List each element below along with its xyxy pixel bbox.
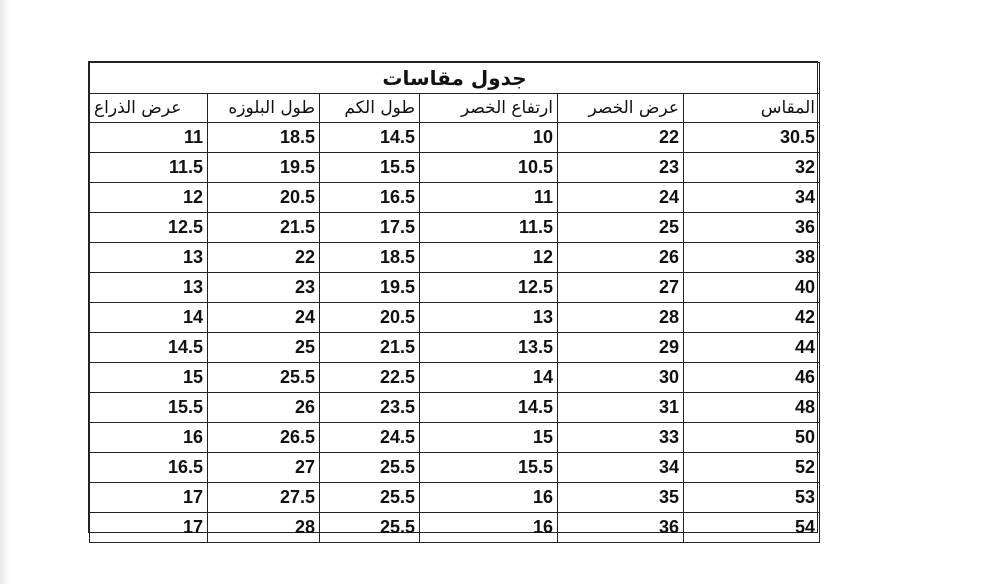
cell-waist-width: 33 bbox=[558, 423, 684, 453]
cell-size: 46 bbox=[684, 363, 820, 393]
table-row bbox=[90, 393, 820, 423]
cell-blouse-length: 18.5 bbox=[208, 123, 320, 153]
cell-blouse-length: 22 bbox=[208, 243, 320, 273]
cell-size: 53 bbox=[684, 483, 820, 513]
table-row bbox=[90, 243, 820, 273]
cell-arm-width: 15 bbox=[90, 363, 208, 393]
cell-waist-height: 14.5 bbox=[420, 393, 558, 423]
cell-size: 40 bbox=[684, 273, 820, 303]
table-row bbox=[90, 213, 820, 243]
cell-arm-width: 12.5 bbox=[90, 213, 208, 243]
cell-waist-width: 22 bbox=[558, 123, 684, 153]
cell-sleeve-length: 17.5 bbox=[320, 213, 420, 243]
column-header-waist-height: ارتفاع الخصر bbox=[420, 94, 558, 123]
cell-arm-width: 14.5 bbox=[90, 333, 208, 363]
column-header-arm-width: عرض الذراع bbox=[90, 94, 208, 123]
cell-sleeve-length: 15.5 bbox=[320, 153, 420, 183]
cell-waist-height: 12 bbox=[420, 243, 558, 273]
cell-arm-width: 17 bbox=[90, 513, 208, 543]
cell-size: 54 bbox=[684, 513, 820, 543]
cell-arm-width: 13 bbox=[90, 243, 208, 273]
cell-waist-width: 25 bbox=[558, 213, 684, 243]
cell-sleeve-length: 18.5 bbox=[320, 243, 420, 273]
cell-blouse-length: 19.5 bbox=[208, 153, 320, 183]
cell-size: 32 bbox=[684, 153, 820, 183]
table-body bbox=[90, 123, 820, 543]
cell-waist-width: 26 bbox=[558, 243, 684, 273]
cell-waist-width: 35 bbox=[558, 483, 684, 513]
table-title: جدول مقاسات bbox=[90, 63, 820, 94]
table-title-row bbox=[90, 63, 820, 94]
table-row bbox=[90, 123, 820, 153]
cell-size: 50 bbox=[684, 423, 820, 453]
table-row bbox=[90, 453, 820, 483]
table-header-row bbox=[90, 94, 820, 123]
cell-blouse-length: 21.5 bbox=[208, 213, 320, 243]
cell-waist-width: 34 bbox=[558, 453, 684, 483]
column-header-waist-width: عرض الخصر bbox=[558, 94, 684, 123]
cell-waist-height: 11 bbox=[420, 183, 558, 213]
table-row bbox=[90, 153, 820, 183]
column-header-size: المقاس bbox=[684, 94, 820, 123]
cell-arm-width: 16.5 bbox=[90, 453, 208, 483]
cell-arm-width: 15.5 bbox=[90, 393, 208, 423]
table-row bbox=[90, 183, 820, 213]
cell-waist-width: 31 bbox=[558, 393, 684, 423]
cell-blouse-length: 26 bbox=[208, 393, 320, 423]
table-row bbox=[90, 273, 820, 303]
cell-waist-height: 13.5 bbox=[420, 333, 558, 363]
cell-size: 30.5 bbox=[684, 123, 820, 153]
cell-blouse-length: 23 bbox=[208, 273, 320, 303]
cell-sleeve-length: 24.5 bbox=[320, 423, 420, 453]
cell-sleeve-length: 25.5 bbox=[320, 513, 420, 543]
cell-arm-width: 17 bbox=[90, 483, 208, 513]
cell-sleeve-length: 21.5 bbox=[320, 333, 420, 363]
cell-arm-width: 16 bbox=[90, 423, 208, 453]
cell-size: 48 bbox=[684, 393, 820, 423]
table-row bbox=[90, 513, 820, 543]
cell-waist-height: 12.5 bbox=[420, 273, 558, 303]
size-table-container bbox=[88, 61, 818, 537]
cell-size: 34 bbox=[684, 183, 820, 213]
table-row bbox=[90, 483, 820, 513]
cell-blouse-length: 27 bbox=[208, 453, 320, 483]
cell-blouse-length: 24 bbox=[208, 303, 320, 333]
column-header-blouse-length: طول البلوزه bbox=[208, 94, 320, 123]
cell-arm-width: 13 bbox=[90, 273, 208, 303]
cell-blouse-length: 28 bbox=[208, 513, 320, 543]
cell-waist-height: 16 bbox=[420, 513, 558, 543]
cell-waist-height: 10 bbox=[420, 123, 558, 153]
cell-waist-width: 36 bbox=[558, 513, 684, 543]
cell-waist-height: 15.5 bbox=[420, 453, 558, 483]
page-edge-shadow bbox=[0, 0, 10, 584]
cell-size: 42 bbox=[684, 303, 820, 333]
cell-sleeve-length: 22.5 bbox=[320, 363, 420, 393]
cell-blouse-length: 27.5 bbox=[208, 483, 320, 513]
cell-size: 52 bbox=[684, 453, 820, 483]
cell-waist-width: 24 bbox=[558, 183, 684, 213]
cell-size: 44 bbox=[684, 333, 820, 363]
cell-size: 36 bbox=[684, 213, 820, 243]
cell-waist-width: 30 bbox=[558, 363, 684, 393]
cell-sleeve-length: 16.5 bbox=[320, 183, 420, 213]
table-row bbox=[90, 363, 820, 393]
cell-waist-width: 27 bbox=[558, 273, 684, 303]
table-row bbox=[90, 303, 820, 333]
size-table bbox=[89, 62, 820, 543]
cell-waist-height: 10.5 bbox=[420, 153, 558, 183]
table-row bbox=[90, 423, 820, 453]
cell-arm-width: 11 bbox=[90, 123, 208, 153]
cell-waist-height: 14 bbox=[420, 363, 558, 393]
cell-blouse-length: 20.5 bbox=[208, 183, 320, 213]
cell-sleeve-length: 23.5 bbox=[320, 393, 420, 423]
table-row bbox=[90, 333, 820, 363]
cell-size: 38 bbox=[684, 243, 820, 273]
cell-waist-height: 16 bbox=[420, 483, 558, 513]
cell-sleeve-length: 25.5 bbox=[320, 453, 420, 483]
cell-arm-width: 11.5 bbox=[90, 153, 208, 183]
cell-sleeve-length: 19.5 bbox=[320, 273, 420, 303]
cell-blouse-length: 25 bbox=[208, 333, 320, 363]
cell-blouse-length: 26.5 bbox=[208, 423, 320, 453]
cell-sleeve-length: 25.5 bbox=[320, 483, 420, 513]
cell-sleeve-length: 20.5 bbox=[320, 303, 420, 333]
cell-blouse-length: 25.5 bbox=[208, 363, 320, 393]
cell-waist-width: 28 bbox=[558, 303, 684, 333]
cell-sleeve-length: 14.5 bbox=[320, 123, 420, 153]
cell-arm-width: 14 bbox=[90, 303, 208, 333]
cell-waist-height: 13 bbox=[420, 303, 558, 333]
column-header-sleeve-length: طول الكم bbox=[320, 94, 420, 123]
cell-waist-width: 29 bbox=[558, 333, 684, 363]
cell-waist-height: 11.5 bbox=[420, 213, 558, 243]
cell-waist-width: 23 bbox=[558, 153, 684, 183]
cell-arm-width: 12 bbox=[90, 183, 208, 213]
cell-waist-height: 15 bbox=[420, 423, 558, 453]
